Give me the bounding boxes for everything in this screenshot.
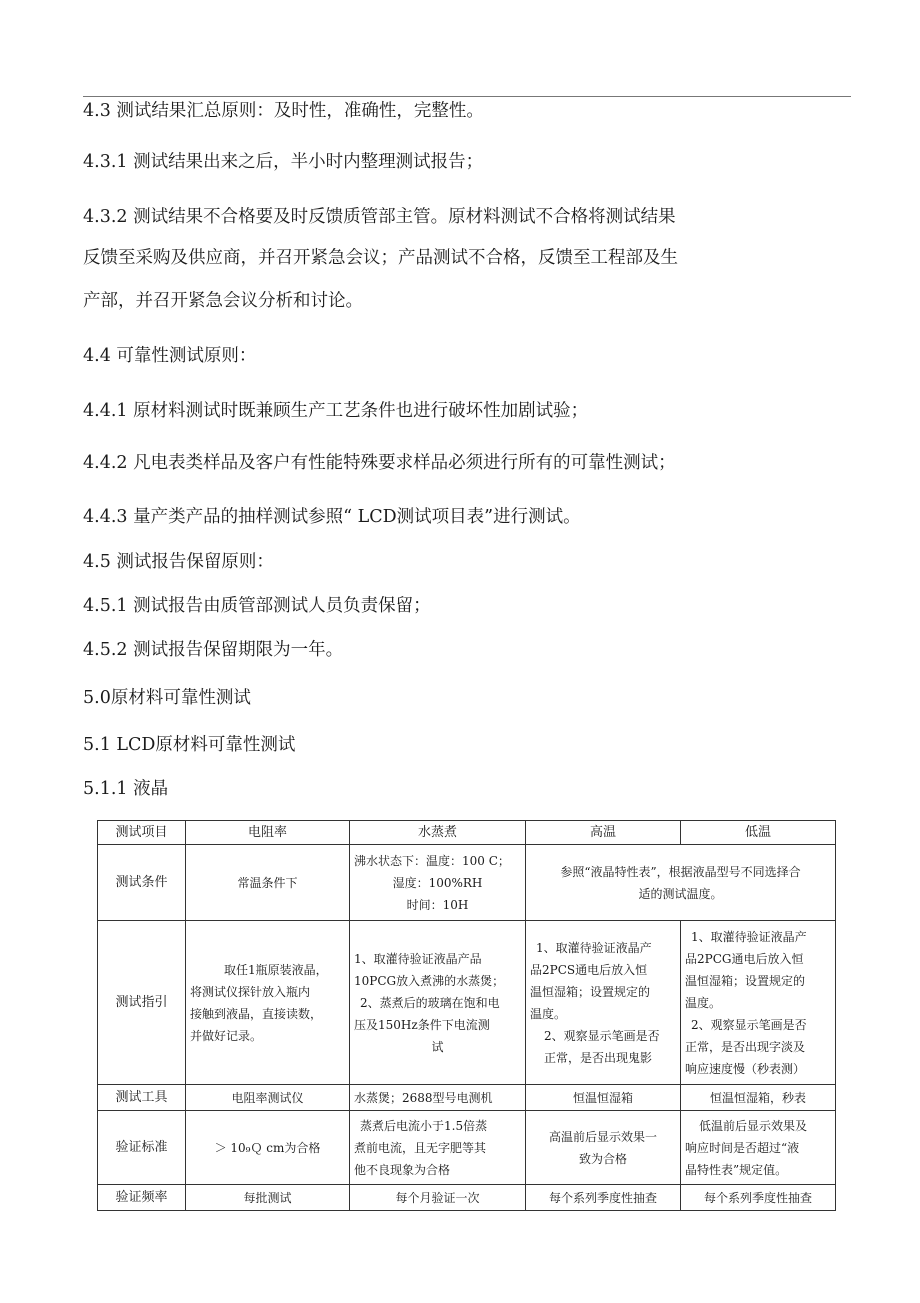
conditions-boiling: 沸水状态下：温度：100 C； 湿度：100%RH 时间：10H <box>350 845 526 921</box>
para-4-4-3: 4.4.3 量产类产品的抽样测试参照“ LCD测试项目表”进行测试。 <box>83 507 581 527</box>
guide-high-temp: 1、取灌待验证液晶产 品2PCS通电后放入恒 温恒湿箱；设置规定的 温度。 2、观察显示笔画是否 正常，是否出现鬼影 <box>526 921 681 1085</box>
row-label-guide: 测试指引 <box>98 921 186 1085</box>
conditions-resistivity: 常温条件下 <box>186 845 350 921</box>
para-4-3-2-line3: 产部，并召开紧急会议分析和讨论。 <box>83 291 363 311</box>
tools-high-temp: 恒温恒湿箱 <box>526 1085 681 1111</box>
para-4-3: 4.3 测试结果汇总原则：及时性，准确性，完整性。 <box>83 101 484 121</box>
conditions-temperature: 参照“液晶特性表”，根据液晶型号不同选择合 适的测试温度。 <box>526 845 836 921</box>
standard-resistivity: ＞ 10₉Ｑ cm为合格 <box>186 1111 350 1185</box>
section-5-0: 5.0原材料可靠性测试 <box>83 688 251 708</box>
table-header-row <box>98 821 836 845</box>
tools-resistivity: 电阻率测试仪 <box>186 1085 350 1111</box>
para-4-3-1: 4.3.1 测试结果出来之后，半小时内整理测试报告； <box>83 152 484 172</box>
liquid-crystal-test-table <box>97 820 836 1211</box>
section-5-1-1: 5.1.1 液晶 <box>83 779 169 799</box>
para-4-5: 4.5 测试报告保留原则： <box>83 552 274 572</box>
tools-boiling: 水蒸煲；2688型号电测机 <box>350 1085 526 1111</box>
section-5-1: 5.1 LCD原材料可靠性测试 <box>83 735 296 755</box>
row-label-frequency: 验证频率 <box>98 1185 186 1211</box>
para-4-3-2-line2: 反馈至采购及供应商，并召开紧急会议；产品测试不合格，反馈至工程部及生 <box>83 248 678 268</box>
frequency-high-temp: 每个系列季度性抽查 <box>526 1185 681 1211</box>
row-label-conditions: 测试条件 <box>98 845 186 921</box>
header-high-temp: 高温 <box>526 821 681 845</box>
guide-resistivity: 取任1瓶原装液晶， 将测试仪探针放入瓶内 接触到液晶，直接读数， 并做好记录。 <box>186 921 350 1085</box>
para-4-5-2: 4.5.2 测试报告保留期限为一年。 <box>83 640 344 660</box>
table-row-frequency <box>98 1185 836 1211</box>
para-4-5-1: 4.5.1 测试报告由质管部测试人员负责保留； <box>83 596 431 616</box>
table-row-standard <box>98 1111 836 1185</box>
para-4-3-2-line1: 4.3.2 测试结果不合格要及时反馈质管部主管。原材料测试不合格将测试结果 <box>83 207 676 227</box>
row-label-tools: 测试工具 <box>98 1085 186 1111</box>
frequency-resistivity: 每批测试 <box>186 1185 350 1211</box>
header-low-temp: 低温 <box>681 821 836 845</box>
para-4-4-2: 4.4.2 凡电表类样品及客户有性能特殊要求样品必须进行所有的可靠性测试； <box>83 453 676 473</box>
header-boiling: 水蒸煮 <box>350 821 526 845</box>
standard-low-temp: 低温前后显示效果及 响应时间是否超过“液 晶特性表”规定值。 <box>681 1111 836 1185</box>
standard-boiling: 蒸煮后电流小于1.5倍蒸 煮前电流，且无字肥等其 他不良现象为合格 <box>350 1111 526 1185</box>
guide-low-temp: 1、取灌待验证液晶产 品2PCG通电后放入恒 温恒湿箱；设置规定的 温度。 2、观察显示笔画是否 正常，是否出现字淡及 响应速度慢（秒表测） <box>681 921 836 1085</box>
header-resistivity: 电阻率 <box>186 821 350 845</box>
table-row-tools <box>98 1085 836 1111</box>
para-4-4-1: 4.4.1 原材料测试时既兼顾生产工艺条件也进行破坏性加剧试验； <box>83 401 589 421</box>
para-4-4: 4.4 可靠性测试原则： <box>83 346 257 366</box>
table-row-guide <box>98 921 836 1085</box>
frequency-low-temp: 每个系列季度性抽查 <box>681 1185 836 1211</box>
standard-high-temp: 高温前后显示效果一 致为合格 <box>526 1111 681 1185</box>
frequency-boiling: 每个月验证一次 <box>350 1185 526 1211</box>
header-rule <box>83 96 851 97</box>
row-label-standard: 验证标准 <box>98 1111 186 1185</box>
table-row-conditions <box>98 845 836 921</box>
tools-low-temp: 恒温恒湿箱，秒表 <box>681 1085 836 1111</box>
guide-boiling: 1、取灌待验证液晶产品 10PCG放入煮沸的水蒸煲； 2、蒸煮后的玻璃在饱和电 压及150Hz条件下电流测 试 <box>350 921 526 1085</box>
header-test-item: 测试项目 <box>98 821 186 845</box>
